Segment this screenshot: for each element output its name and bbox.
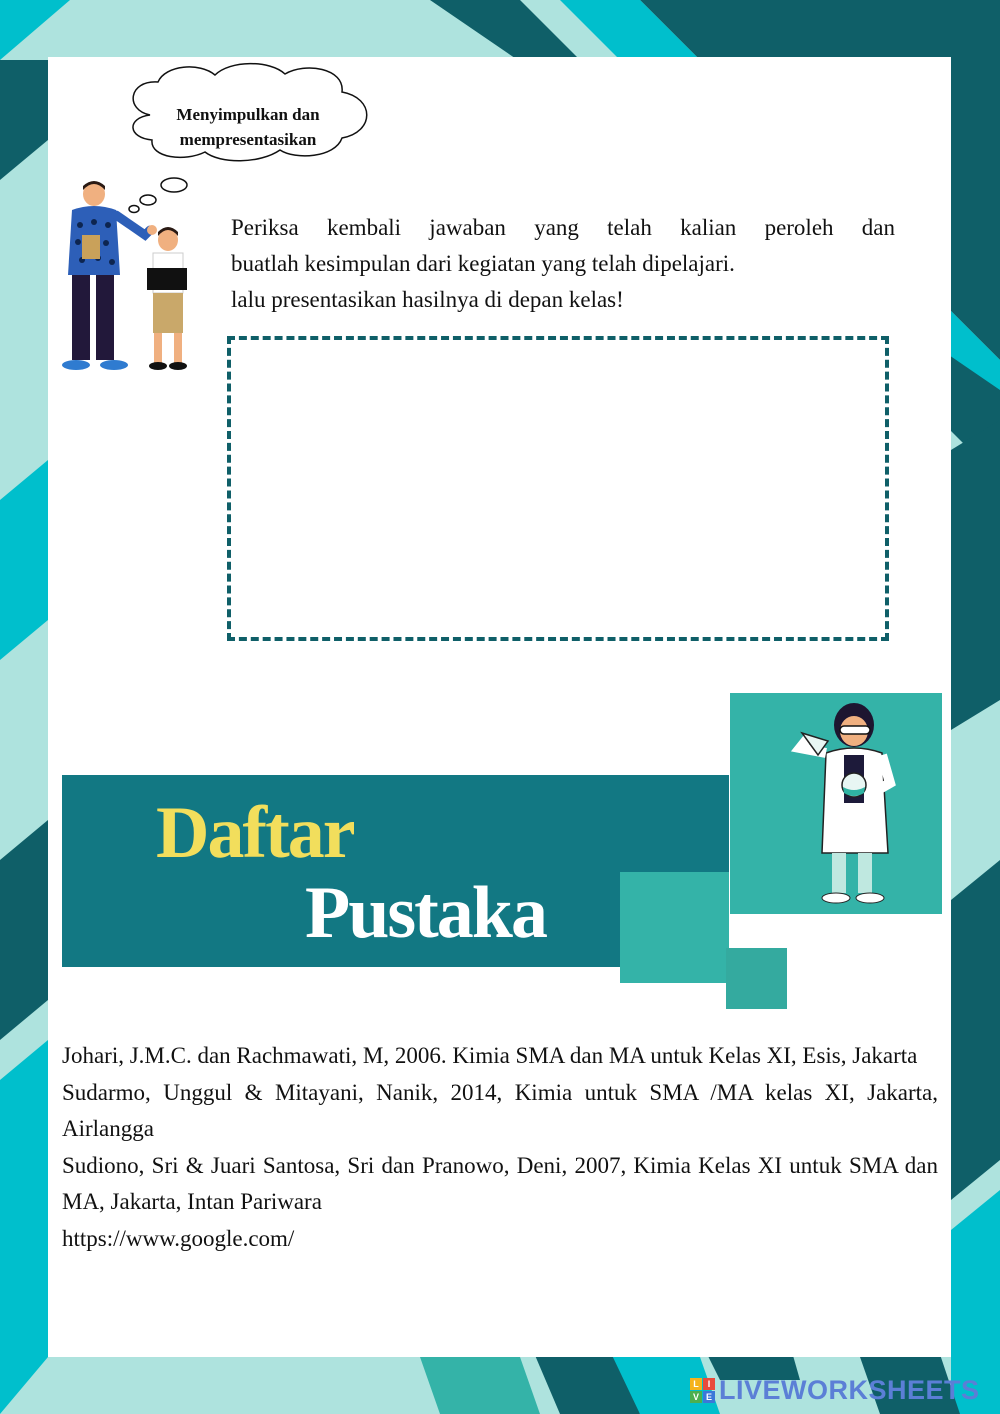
heading-pustaka: Pustaka bbox=[305, 872, 546, 954]
thought-bubble-text bbox=[148, 102, 348, 152]
reference-item: Sudiono, Sri & Juari Santosa, Sri dan Pranowo, Deni, 2007, Kimia Kelas XI untuk SMA dan MA, Jakarta, Intan Pariwara bbox=[62, 1152, 938, 1214]
scientist-illustration bbox=[730, 693, 942, 914]
decor-square-small bbox=[726, 948, 787, 1009]
logo-letter: I bbox=[703, 1378, 715, 1390]
instruction-line-3: lalu presentasikan hasilnya di depan kelas! bbox=[231, 287, 624, 312]
liveworksheets-logo-icon bbox=[690, 1378, 715, 1403]
thought-line-1: Menyimpulkan dan bbox=[176, 105, 320, 124]
reference-item: Sudarmo, Unggul & Mitayani, Nanik, 2014, Kimia untuk SMA /MA kelas XI, Jakarta, Airlangga bbox=[62, 1079, 938, 1141]
reference-list bbox=[62, 1038, 938, 1257]
liveworksheets-watermark bbox=[690, 1372, 980, 1408]
logo-letter: L bbox=[690, 1378, 702, 1390]
teacher-student-illustration bbox=[50, 180, 200, 375]
logo-letter: E bbox=[703, 1391, 715, 1403]
answer-box[interactable] bbox=[227, 336, 889, 641]
liveworksheets-text: LIVEWORKSHEETS bbox=[719, 1374, 980, 1405]
heading-daftar: Daftar bbox=[156, 792, 354, 874]
reference-item: Johari, J.M.C. dan Rachmawati, M, 2006. Kimia SMA dan MA untuk Kelas XI, Esis, Jakarta bbox=[62, 1043, 918, 1068]
scientist-panel bbox=[730, 693, 942, 914]
thought-line-2: mempresentasikan bbox=[179, 130, 317, 149]
decor-square-large bbox=[620, 872, 729, 983]
instruction-line-2: buatlah kesimpulan dari kegiatan yang telah dipelajari. bbox=[231, 251, 735, 276]
logo-letter: V bbox=[690, 1391, 702, 1403]
instruction-line-1: Periksa kembali jawaban yang telah kalian peroleh dan bbox=[231, 215, 895, 240]
reference-link[interactable]: https://www.google.com/ bbox=[62, 1225, 295, 1251]
instruction-text bbox=[231, 210, 895, 318]
